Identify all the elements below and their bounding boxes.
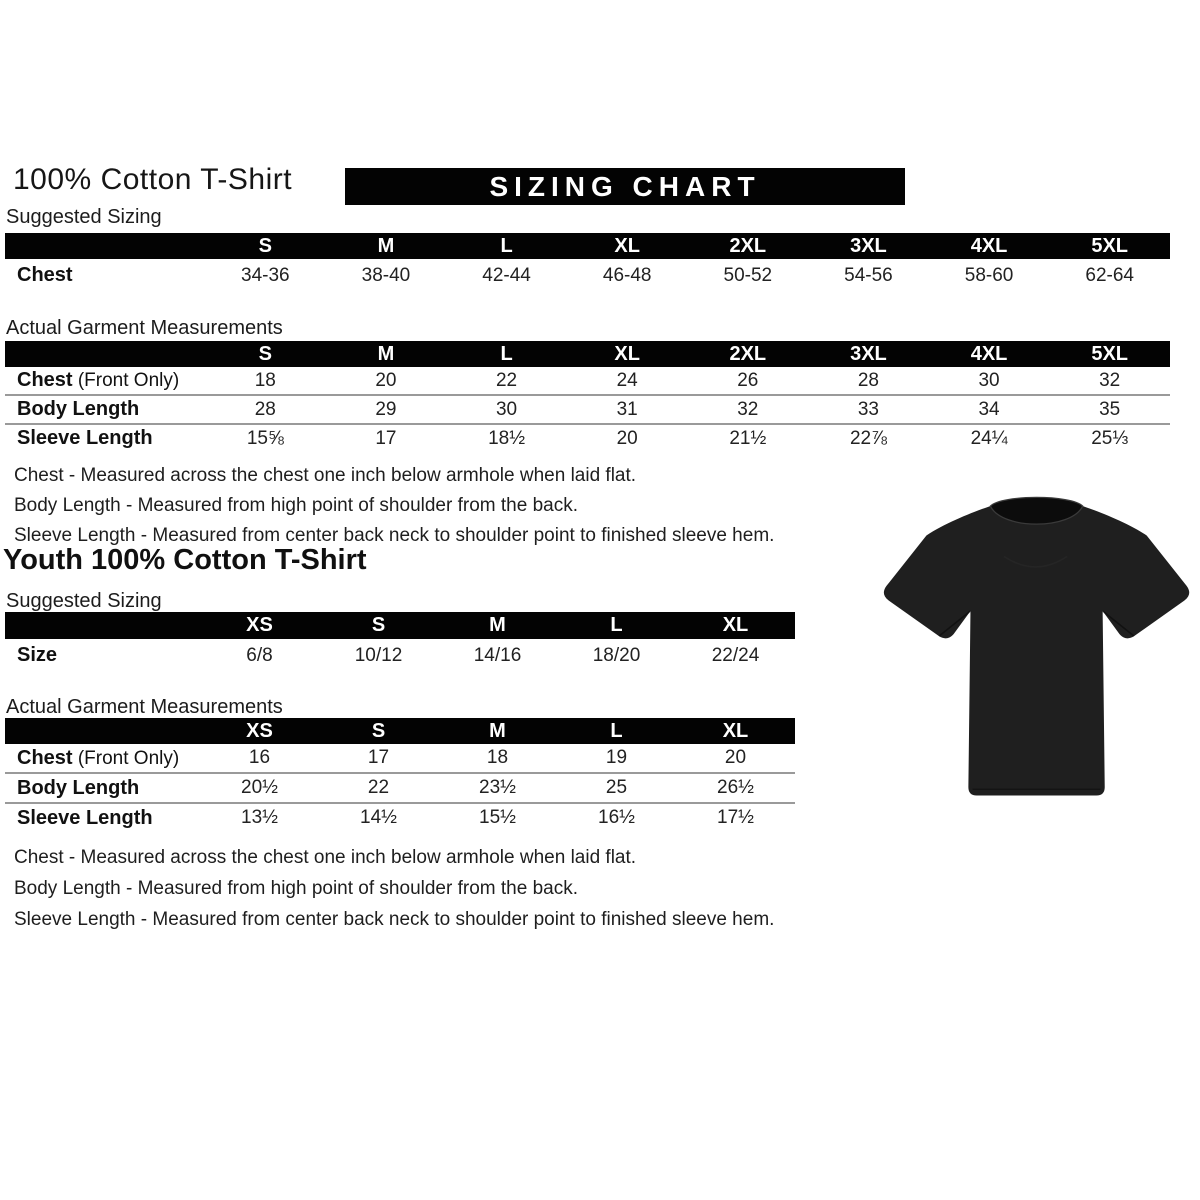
- cell-value: 34: [978, 398, 1000, 420]
- youth-measurement-notes: [14, 842, 774, 935]
- cell-value: 33: [857, 398, 879, 420]
- table-row-sleeve-length: [5, 802, 795, 832]
- cell-value: 25⅓: [1091, 427, 1129, 449]
- cell-value: 19: [605, 747, 628, 768]
- adult-actual-measurements-label: Actual Garment Measurements: [6, 317, 283, 339]
- note-sleeve-length: Sleeve Length - Measured from center back neck to shoulder point to finished sleeve hem.: [14, 909, 775, 930]
- cell-value: 62-64: [1085, 264, 1134, 286]
- black-tshirt-icon: [878, 483, 1193, 805]
- row-label: Chest (Front Only): [17, 746, 180, 769]
- row-label: Chest: [17, 264, 73, 286]
- cell-value: 26: [737, 369, 759, 391]
- table-row-chest: [5, 367, 1170, 394]
- column-header: 2XL: [729, 342, 767, 365]
- cell-value: 23½: [479, 777, 516, 798]
- cell-value: 58-60: [964, 264, 1014, 286]
- cell-value: 50-52: [723, 264, 773, 286]
- cell-value: 34-36: [241, 264, 290, 286]
- cell-value: 18: [254, 369, 276, 391]
- cell-value: 14/16: [473, 644, 522, 666]
- table-header-row: [5, 341, 1170, 367]
- cell-value: 15½: [479, 807, 516, 828]
- cell-value: 16½: [598, 807, 635, 828]
- table-header-row: [5, 233, 1170, 259]
- adult-actual-measurements-table: [5, 341, 1170, 452]
- row-label: Size: [17, 644, 58, 666]
- column-header: XL: [722, 614, 749, 636]
- cell-value: 35: [1099, 398, 1121, 420]
- cell-value: 28: [254, 398, 276, 420]
- cell-value: 18/20: [592, 644, 641, 666]
- note-chest: Chest - Measured across the chest one inch below armhole when laid flat.: [14, 465, 637, 486]
- table-row-body-length: [5, 394, 1170, 423]
- column-header: 2XL: [729, 234, 767, 257]
- cell-value: 32: [1099, 369, 1121, 391]
- cell-value: 54-56: [844, 264, 893, 286]
- cell-value: 13½: [241, 807, 278, 828]
- column-header: XL: [614, 342, 640, 365]
- cell-value: 22⅞: [849, 427, 887, 449]
- adult-suggested-sizing-label: Suggested Sizing: [6, 206, 162, 228]
- cell-value: 21½: [729, 427, 767, 449]
- cell-value: 18½: [488, 427, 526, 449]
- cell-value: 17½: [717, 807, 754, 828]
- adult-suggested-sizing-table: [5, 233, 1170, 292]
- cell-value: 24¼: [970, 427, 1008, 449]
- column-header: M: [489, 719, 506, 742]
- table-row-body-length: [5, 772, 795, 802]
- note-sleeve-length: Sleeve Length - Measured from center back neck to shoulder point to finished sleeve hem.: [14, 525, 775, 546]
- table-row-chest: [5, 259, 1170, 292]
- column-header: M: [377, 342, 395, 365]
- youth-section-title: Youth 100% Cotton T-Shirt: [3, 544, 367, 576]
- note-chest: Chest - Measured across the chest one inch below armhole when laid flat.: [14, 847, 637, 868]
- page-title: 100% Cotton T-Shirt: [13, 163, 293, 196]
- column-header: 3XL: [850, 234, 887, 257]
- sizing-chart-banner: SIZING CHART: [345, 168, 905, 205]
- column-header: L: [500, 234, 513, 257]
- note-body-length: Body Length - Measured from high point of shoulder from the back.: [14, 495, 578, 516]
- cell-value: 17: [375, 427, 397, 449]
- cell-value: 29: [375, 398, 397, 420]
- column-header: XL: [614, 234, 640, 257]
- column-header: 3XL: [850, 342, 887, 365]
- table-row-size: [5, 639, 795, 672]
- column-header: L: [610, 719, 623, 742]
- row-label: Body Length: [17, 776, 140, 799]
- table-row-chest: [5, 744, 795, 772]
- youth-actual-measurements-label: Actual Garment Measurements: [6, 696, 283, 718]
- youth-suggested-sizing-table: [5, 612, 795, 672]
- cell-value: 14½: [360, 807, 397, 828]
- column-header: 4XL: [970, 342, 1008, 365]
- cell-value: 10/12: [354, 644, 403, 666]
- cell-value: 42-44: [482, 264, 531, 286]
- table-header-row: [5, 718, 795, 744]
- column-header: M: [377, 234, 395, 257]
- row-label: Sleeve Length: [17, 427, 153, 449]
- cell-value: 22/24: [711, 644, 760, 666]
- cell-value: 20: [375, 369, 397, 391]
- cell-value: 32: [737, 398, 759, 420]
- youth-suggested-sizing-label: Suggested Sizing: [6, 590, 162, 612]
- column-header: S: [258, 234, 272, 257]
- column-header: S: [371, 614, 386, 636]
- table-header-row: [5, 612, 795, 639]
- cell-value: 46-48: [602, 264, 652, 286]
- cell-value: 20: [724, 747, 747, 768]
- cell-value: 15⅝: [246, 427, 284, 449]
- row-label: Body Length: [17, 398, 140, 420]
- cell-value: 31: [616, 398, 638, 420]
- cell-value: 22: [367, 777, 390, 798]
- row-label: Sleeve Length: [17, 806, 153, 829]
- column-header: XS: [246, 719, 273, 742]
- cell-value: 20: [616, 427, 638, 449]
- column-header: XL: [722, 719, 749, 742]
- column-header: L: [500, 342, 513, 365]
- cell-value: 20½: [241, 777, 278, 798]
- column-header: S: [371, 719, 386, 742]
- column-header: 5XL: [1091, 342, 1129, 365]
- cell-value: 25: [605, 777, 628, 798]
- adult-measurement-notes: [14, 461, 774, 551]
- column-header: XS: [246, 614, 273, 636]
- youth-actual-measurements-table: [5, 718, 795, 832]
- cell-value: 30: [495, 398, 518, 420]
- cell-value: 30: [978, 369, 1000, 391]
- column-header: M: [489, 614, 506, 636]
- cell-value: 38-40: [361, 264, 411, 286]
- cell-value: 24: [616, 369, 638, 391]
- cell-value: 6/8: [246, 644, 273, 666]
- cell-value: 17: [367, 747, 390, 768]
- cell-value: 22: [495, 369, 518, 391]
- row-label: Chest (Front Only): [17, 369, 180, 391]
- cell-value: 16: [248, 747, 271, 768]
- column-header: S: [258, 342, 272, 365]
- cell-value: 18: [486, 747, 509, 768]
- table-row-sleeve-length: [5, 423, 1170, 452]
- column-header: 5XL: [1091, 234, 1129, 257]
- note-body-length: Body Length - Measured from high point of shoulder from the back.: [14, 878, 578, 899]
- column-header: 4XL: [970, 234, 1008, 257]
- cell-value: 28: [857, 369, 879, 391]
- column-header: L: [610, 614, 623, 636]
- cell-value: 26½: [717, 777, 754, 798]
- tshirt-product-image: [878, 483, 1193, 805]
